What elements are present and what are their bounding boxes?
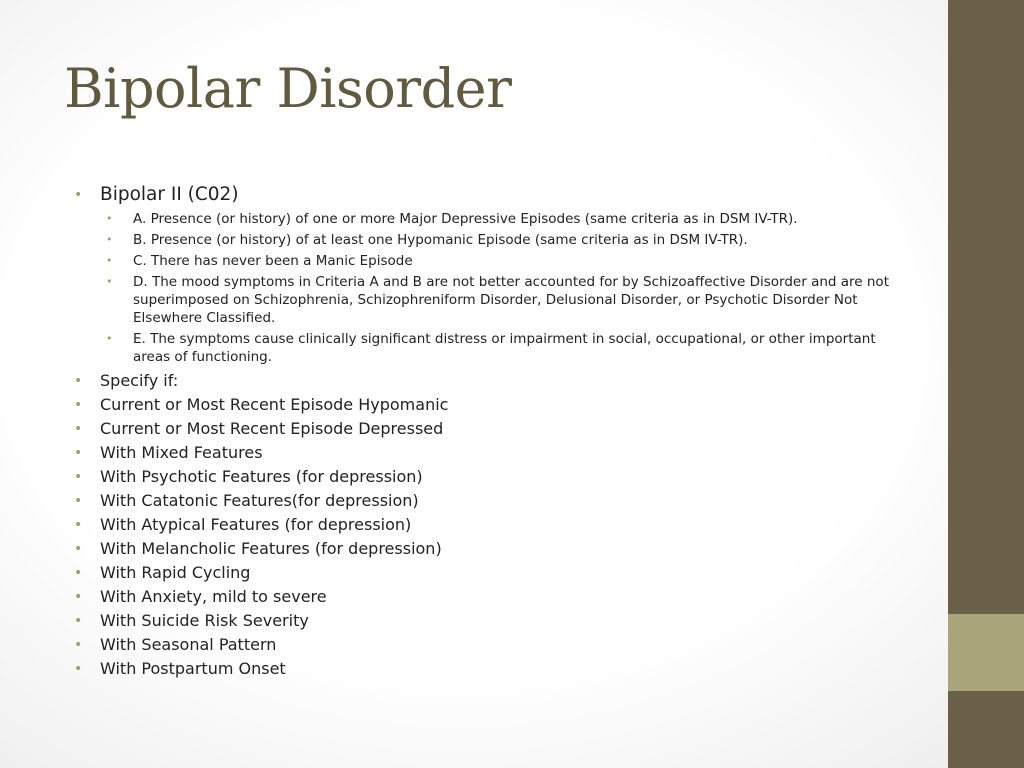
list-item <box>74 393 894 417</box>
sub-list-item <box>106 330 894 366</box>
bullet-icon: • <box>74 637 83 653</box>
bullet-icon: • <box>74 397 83 413</box>
list-item <box>74 369 894 393</box>
sub-list-item-text: C. There has never been a Manic Episode <box>133 253 413 269</box>
bullet-icon: • <box>74 469 83 485</box>
sub-list-item <box>106 252 894 270</box>
list-item <box>74 657 894 681</box>
sub-list-item-text: A. Presence (or history) of one or more Major Depressive Episodes (same criteria as in DSM IV-TR). <box>133 211 798 227</box>
bullet-list <box>74 182 894 681</box>
list-item <box>74 633 894 657</box>
decorative-sidebar-accent <box>948 614 1024 691</box>
bullet-icon: • <box>106 233 113 246</box>
list-item <box>74 609 894 633</box>
bullet-icon: • <box>74 373 83 389</box>
list-item <box>74 537 894 561</box>
sub-list-item <box>106 273 894 327</box>
slide-title: Bipolar Disorder <box>64 57 512 120</box>
sub-list-item <box>106 210 894 228</box>
sub-list-item <box>106 231 894 249</box>
bullet-icon: • <box>106 212 113 225</box>
bullet-icon: • <box>74 589 83 605</box>
list-item-text: With Psychotic Features (for depression) <box>100 467 423 486</box>
bullet-icon: • <box>74 661 83 677</box>
list-item-text: Current or Most Recent Episode Hypomanic <box>100 395 449 414</box>
list-item <box>74 182 894 366</box>
bullet-icon: • <box>74 445 83 461</box>
list-item-text: With Mixed Features <box>100 443 263 462</box>
sub-list-item-text: E. The symptoms cause clinically significant distress or impairment in social, occupational, or other important areas of functioning. <box>133 331 876 365</box>
list-item <box>74 561 894 585</box>
list-item-text: With Catatonic Features(for depression) <box>100 491 419 510</box>
bullet-icon: • <box>74 541 83 557</box>
bullet-icon: • <box>106 332 113 345</box>
sub-list-item-text: B. Presence (or history) of at least one Hypomanic Episode (same criteria as in DSM IV-TR). <box>133 232 748 248</box>
list-item-text: Bipolar II (C02) <box>100 184 239 205</box>
list-item-text: Specify if: <box>100 371 179 390</box>
list-item-text: With Postpartum Onset <box>100 659 286 678</box>
bullet-icon: • <box>74 421 83 437</box>
bullet-icon: • <box>74 517 83 533</box>
list-item <box>74 513 894 537</box>
list-item <box>74 465 894 489</box>
sub-bullet-list <box>100 210 894 366</box>
list-item-text: With Melancholic Features (for depression) <box>100 539 442 558</box>
list-item-text: With Suicide Risk Severity <box>100 611 309 630</box>
list-item-text: With Anxiety, mild to severe <box>100 587 327 606</box>
list-item <box>74 417 894 441</box>
bullet-content <box>74 182 894 681</box>
bullet-icon: • <box>106 254 113 267</box>
bullet-icon: • <box>74 613 83 629</box>
list-item <box>74 489 894 513</box>
bullet-icon: • <box>74 493 83 509</box>
list-item <box>74 585 894 609</box>
bullet-icon: • <box>74 565 83 581</box>
bullet-icon: • <box>74 187 83 203</box>
list-item-text: With Rapid Cycling <box>100 563 251 582</box>
list-item-text: Current or Most Recent Episode Depressed <box>100 419 444 438</box>
list-item-text: With Atypical Features (for depression) <box>100 515 412 534</box>
list-item-text: With Seasonal Pattern <box>100 635 277 654</box>
list-item <box>74 441 894 465</box>
sub-list-item-text: D. The mood symptoms in Criteria A and B are not better accounted for by Schizoaffective Disorder and are not superimposed on Schizophrenia, Schizophreniform Disorder, Delusional Disorder, or Psychotic Disorder Not Elsewhere Classified. <box>133 274 889 326</box>
bullet-icon: • <box>106 275 113 288</box>
